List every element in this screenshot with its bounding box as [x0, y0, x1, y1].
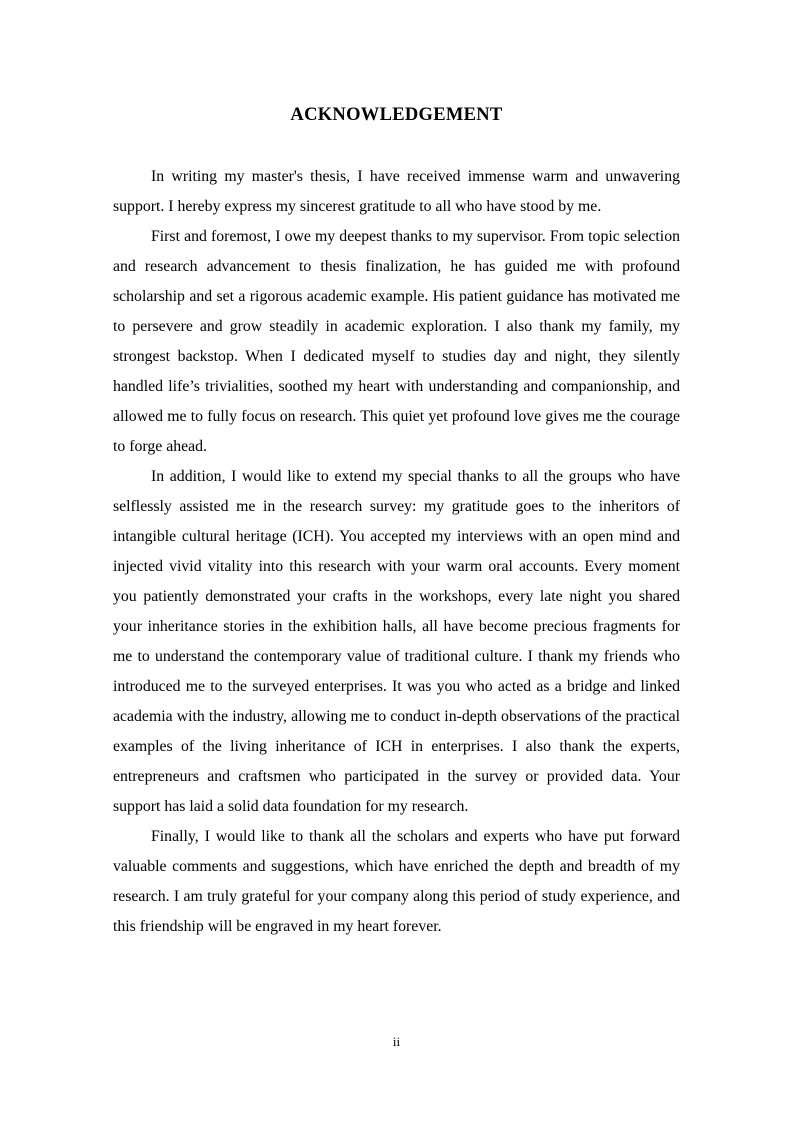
paragraph-scholars: Finally, I would like to thank all the scholars and experts who have put forward valuable comments and suggestions, which have enriched the depth and breadth of my research. I am truly grateful for your company along this period of study experience, and this friendship will be engraved in my heart forever.	[113, 828, 680, 935]
document-body	[113, 162, 680, 942]
paragraph-intro: In writing my master's thesis, I have received immense warm and unwavering support. I hereby express my sincerest gratitude to all who have stood by me.	[113, 168, 680, 215]
paragraph-survey-groups: In addition, I would like to extend my special thanks to all the groups who have selflessly assisted me in the research survey: my gratitude goes to the inheritors of intangible cultural heritage (ICH). You accepted my interviews with an open mind and injected vivid vitality into this research with your warm oral accounts. Every moment you patiently demonstrated your crafts in the workshops, every late night you shared your inheritance stories in the exhibition halls, all have become precious fragments for me to understand the contemporary value of traditional culture. I thank my friends who introduced me to the surveyed enterprises. It was you who acted as a bridge and linked academia with the industry, allowing me to conduct in-depth observations of the practical examples of the living inheritance of ICH in enterprises. I also thank the experts, entrepreneurs and craftsmen who participated in the survey or provided data. Your support has laid a solid data foundation for my research.	[113, 468, 680, 815]
page-number: ii	[392, 1034, 401, 1049]
page-title: ACKNOWLEDGEMENT	[290, 105, 503, 125]
paragraph-supervisor-family: First and foremost, I owe my deepest thanks to my supervisor. From topic selection and research advancement to thesis finalization, he has guided me with profound scholarship and set a rigorous academic example. His patient guidance has motivated me to persevere and grow steadily in academic exploration. I also thank my family, my strongest backstop. When I dedicated myself to studies day and night, they silently handled life’s trivialities, soothed my heart with understanding and companionship, and allowed me to fully focus on research. This quiet yet profound love gives me the courage to forge ahead.	[113, 228, 680, 455]
